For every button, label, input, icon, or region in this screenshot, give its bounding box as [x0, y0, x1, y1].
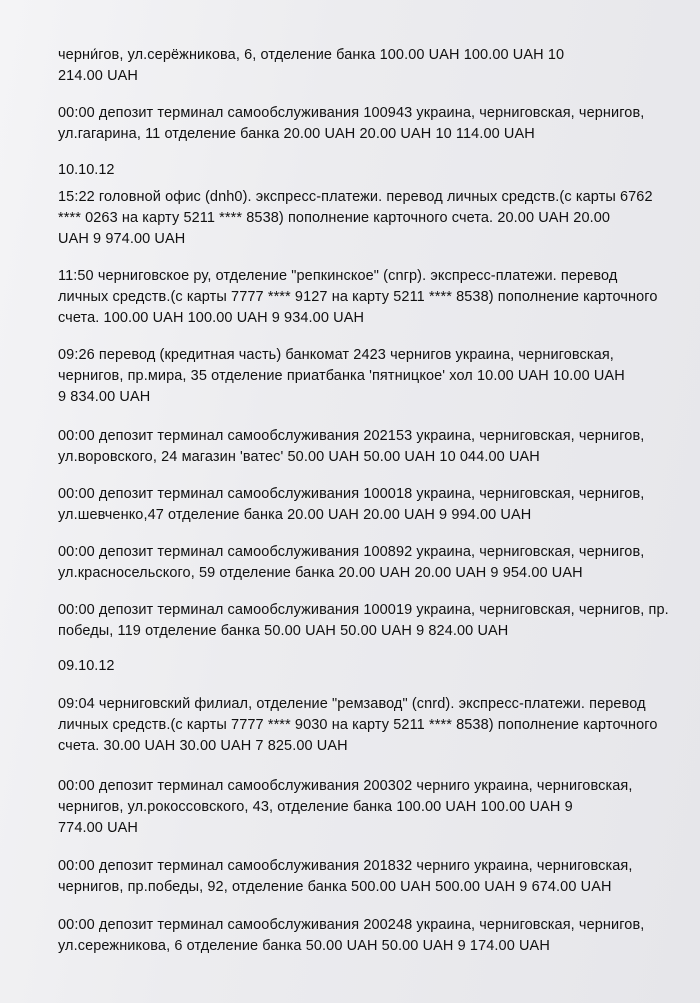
transaction-entry [58, 45, 670, 87]
entry-line: UAH 9 974.00 UAH [58, 231, 186, 247]
entry-line: **** 0263 на карту 5211 **** 8538) пополнение карточного счета. 20.00 UAH 20.00 [58, 210, 611, 226]
transaction-entry [58, 187, 670, 250]
transaction-entry [58, 103, 670, 145]
entry-line: чернигов, пр.победы, 92, отделение банка 500.00 UAH 500.00 UAH 9 674.00 UAH [58, 879, 612, 895]
entry-line: ул.красносельского, 59 отделение банка 20.00 UAH 20.00 UAH 9 954.00 UAH [58, 565, 583, 581]
transaction-entry [58, 856, 670, 898]
entry-line: 09:26 перевод (кредитная часть) банкомат 2423 чернигов украина, черниговская, [58, 347, 614, 363]
entry-line: личных средств.(с карты 7777 **** 9127 на карту 5211 **** 8538) пополнение карточного [58, 289, 658, 305]
transaction-entry [58, 484, 670, 526]
entry-line: 09:04 черниговский филиал, отделение "ремзавод" (cnrd). экспресс-платежи. перевод [58, 696, 646, 712]
entry-line: черни́гов, ул.серёжникова, 6, отделение банка 100.00 UAH 100.00 UAH 10 [58, 47, 565, 63]
entry-line: 9 834.00 UAH [58, 389, 151, 405]
entry-line: ул.гагарина, 11 отделение банка 20.00 UAH 20.00 UAH 10 114.00 UAH [58, 126, 535, 142]
entry-line: 214.00 UAH [58, 68, 138, 84]
entry-line: чернигов, пр.мира, 35 отделение приатбанка 'пятницкое' хол 10.00 UAH 10.00 UAH [58, 368, 625, 384]
entry-line: чернигов, ул.рокоссовского, 43, отделение банка 100.00 UAH 100.00 UAH 9 [58, 799, 573, 815]
transaction-entry [58, 694, 670, 757]
entry-line: 00:00 депозит терминал самообслуживания 200248 украина, черниговская, чернигов, [58, 917, 645, 933]
transaction-entry [58, 600, 670, 642]
entry-line: 15:22 головной офис (dnh0). экспресс-платежи. перевод личных средств.(с карты 6762 [58, 189, 653, 205]
entry-line: ул.сережникова, 6 отделение банка 50.00 UAH 50.00 UAH 9 174.00 UAH [58, 938, 550, 954]
date-heading: 09.10.12 [58, 658, 115, 674]
transaction-entry [58, 345, 670, 408]
transaction-entry [58, 776, 670, 839]
entry-line: 00:00 депозит терминал самообслуживания 100892 украина, черниговская, чернигов, [58, 544, 645, 560]
entry-line: личных средств.(с карты 7777 **** 9030 на карту 5211 **** 8538) пополнение карточного [58, 717, 658, 733]
transaction-entry [58, 915, 670, 957]
transaction-entry [58, 542, 670, 584]
entry-line: ул.воровского, 24 магазин 'ватес' 50.00 UAH 50.00 UAH 10 044.00 UAH [58, 449, 540, 465]
transaction-entry [58, 426, 670, 468]
entry-line: счета. 30.00 UAH 30.00 UAH 7 825.00 UAH [58, 738, 348, 754]
entry-line: ул.шевченко,47 отделение банка 20.00 UAH 20.00 UAH 9 994.00 UAH [58, 507, 532, 523]
transaction-entry [58, 266, 670, 329]
entry-line: победы, 119 отделение банка 50.00 UAH 50.00 UAH 9 824.00 UAH [58, 623, 509, 639]
entry-line: 00:00 депозит терминал самообслуживания 200302 черниго украина, черниговская, [58, 778, 633, 794]
entry-line: счета. 100.00 UAH 100.00 UAH 9 934.00 UAH [58, 310, 365, 326]
entry-line: 00:00 депозит терминал самообслуживания 100943 украина, черниговская, чернигов, [58, 105, 645, 121]
entry-line: 00:00 депозит терминал самообслуживания 202153 украина, черниговская, чернигов, [58, 428, 645, 444]
entry-line: 00:00 депозит терминал самообслуживания 100019 украина, черниговская, чернигов, пр. [58, 602, 669, 618]
entry-line: 00:00 депозит терминал самообслуживания 100018 украина, черниговская, чернигов, [58, 486, 645, 502]
entry-line: 11:50 черниговское ру, отделение "репкинское" (cnгр). экспресс-платежи. перевод [58, 268, 618, 284]
entry-line: 00:00 депозит терминал самообслуживания 201832 черниго украина, черниговская, [58, 858, 633, 874]
entry-line: 774.00 UAH [58, 820, 138, 836]
date-heading: 10.10.12 [58, 162, 115, 178]
